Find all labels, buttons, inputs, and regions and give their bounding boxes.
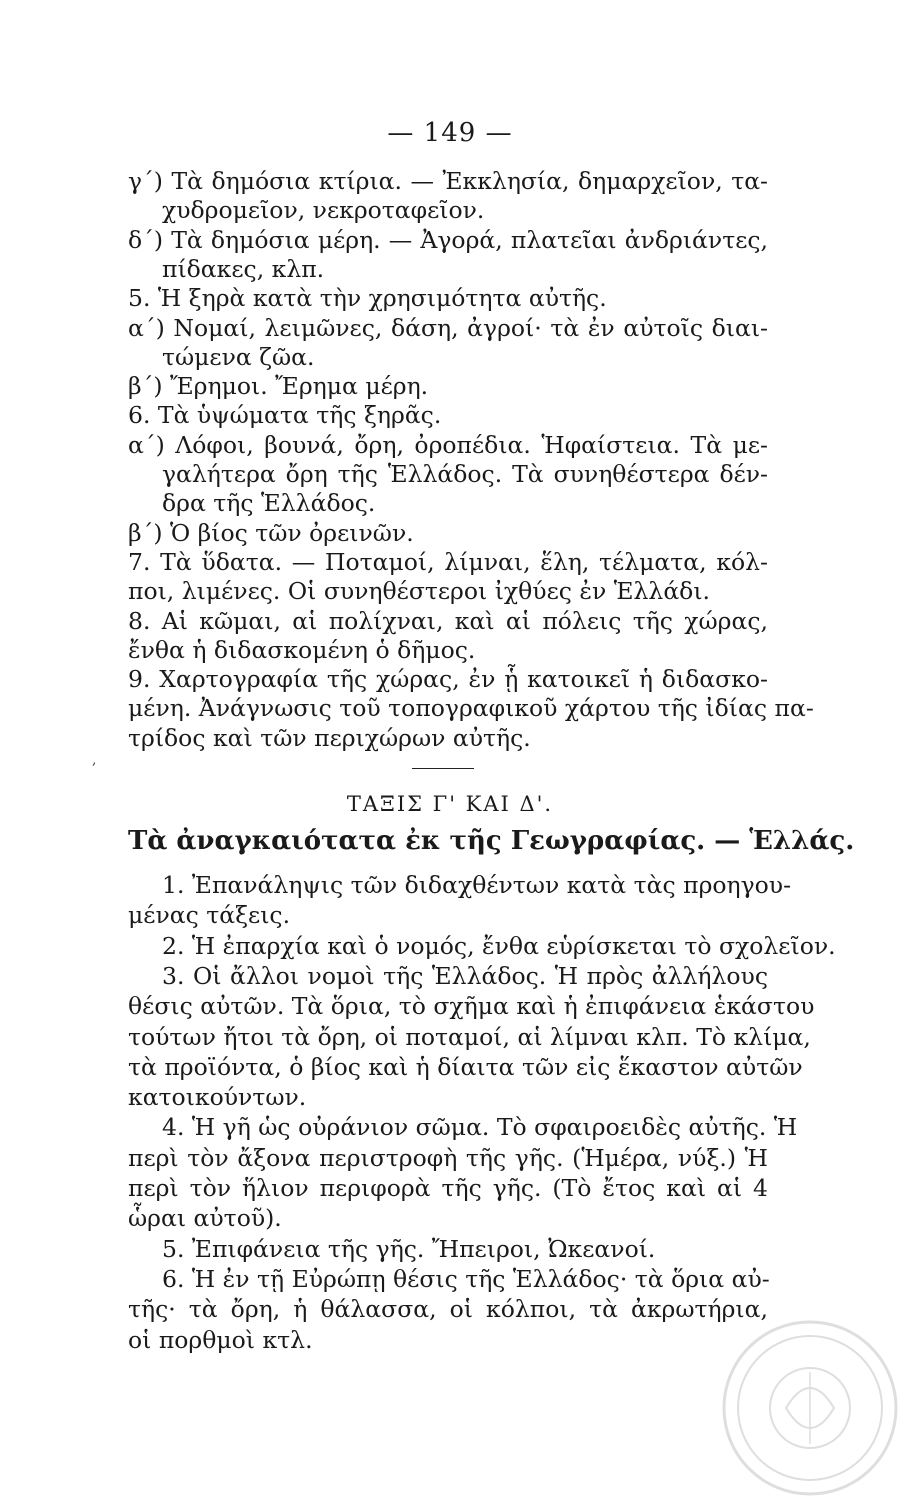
text-line: 3. Οἱ ἄλλοι νομοὶ τῆς Ἑλλάδος. Ἡ πρὸς ἀλλήλους bbox=[162, 961, 768, 990]
text-line: 6. Ἡ ἐν τῇ Εὐρώπῃ θέσις τῆς Ἑλλάδος· τὰ ὅρια αὐ- bbox=[162, 1264, 770, 1293]
text-line: 4. Ἡ γῆ ὡς οὐράνιον σῶμα. Τὸ σφαιροειδὲς αὐτῆς. Ἡ bbox=[162, 1113, 798, 1142]
text-line: γαλήτερα ὄρη τῆς Ἑλλάδος. Τὰ συνηθέστερα δέν- bbox=[162, 460, 768, 488]
text-line: 7. Τὰ ὕδατα. — Ποταμοί, λίμναι, ἕλη, τέλματα, κόλ- bbox=[128, 547, 768, 576]
section-heading: Τὰ ἀναγκαιότατα ἐκ τῆς Γεωγραφίας. — Ἑλλάς. bbox=[128, 826, 855, 856]
text-line: οἱ πορθμοὶ κτλ. bbox=[128, 1325, 313, 1354]
text-line: περὶ τὸν ἥλιον περιφορὰ τῆς γῆς. (Τὸ ἔτος καὶ αἱ 4 bbox=[128, 1174, 768, 1202]
text-line: 5. Ἡ ξηρὰ κατὰ τὴν χρησιμότητα αὐτῆς. bbox=[128, 284, 607, 313]
text-line: ποι, λιμένες. Οἱ συνηθέστεροι ἰχθύες ἐν Ἑλλάδι. bbox=[128, 577, 711, 606]
text-line: τούτων ἤτοι τὰ ὄρη, οἱ ποταμοί, αἱ λίμναι κλπ. Τὸ κλίμα, bbox=[128, 1022, 811, 1051]
text-line: γ΄) Τὰ δημόσια κτίρια. — Ἐκκλησία, δημαρχεῖον, τα- bbox=[128, 167, 768, 195]
text-line: κατοικούντων. bbox=[128, 1083, 307, 1112]
text-line: β΄) Ὁ βίος τῶν ὀρεινῶν. bbox=[128, 518, 414, 547]
text-line: 5. Ἐπιφάνεια τῆς γῆς. Ἤπειροι, Ὠκεανοί. bbox=[162, 1234, 656, 1263]
text-line: περὶ τὸν ἄξονα περιστροφὴ τῆς γῆς. (Ἡμέρα, νύξ.) Ἡ bbox=[128, 1143, 768, 1172]
margin-mark: , bbox=[92, 752, 97, 768]
page-number: — 149 — bbox=[387, 118, 513, 148]
text-line: ὧραι αὐτοῦ). bbox=[128, 1204, 282, 1233]
text-line: ἔνθα ἡ διδασκομένη ὁ δῆμος. bbox=[128, 635, 476, 664]
text-line: τῆς· τὰ ὄρη, ἡ θάλασσα, οἱ κόλποι, τὰ ἀκρωτήρια, bbox=[128, 1295, 768, 1324]
text-line: μένας τάξεις. bbox=[128, 901, 291, 930]
text-line: θέσις αὐτῶν. Τὰ ὅρια, τὸ σχῆμα καὶ ἡ ἐπιφάνεια ἑκάστου bbox=[128, 992, 815, 1021]
text-line: τρίδος καὶ τῶν περιχώρων αὐτῆς. bbox=[128, 723, 531, 752]
library-stamp-icon bbox=[700, 1308, 900, 1498]
text-line: δρα τῆς Ἑλλάδος. bbox=[162, 489, 376, 518]
text-line: 9. Χαρτογραφία τῆς χώρας, ἐν ᾗ κατοικεῖ ἡ διδασκο- bbox=[128, 665, 768, 694]
text-line: 6. Τὰ ὑψώματα τῆς ξηρᾶς. bbox=[128, 401, 442, 430]
text-line: πίδακες, κλπ. bbox=[162, 254, 325, 283]
text-line: α΄) Λόφοι, βουνά, ὄρη, ὀροπέδια. Ἡφαίστεια. Τὰ με- bbox=[128, 430, 768, 459]
text-line: β΄) Ἔρημοι. Ἔρημα μέρη. bbox=[128, 372, 429, 401]
text-line: α΄) Νομαί, λειμῶνες, δάση, ἀγροί· τὰ ἐν αὐτοῖς διαι- bbox=[128, 313, 768, 342]
text-line: τώμενα ζῶα. bbox=[162, 342, 315, 371]
text-line: δ΄) Τὰ δημόσια μέρη. — Ἀγορά, πλατεῖαι ἀνδριάντες, bbox=[128, 225, 768, 254]
text-line: 8. Αἱ κῶμαι, αἱ πολίχναι, καὶ αἱ πόλεις τῆς χώρας, bbox=[128, 606, 768, 635]
section-title: ΤΑΞΙΣ Γ' ΚΑΙ Δ'. bbox=[346, 792, 554, 816]
text-line: τὰ προϊόντα, ὁ βίος καὶ ἡ δίαιτα τῶν εἰς ἕκαστον αὐτῶν bbox=[128, 1052, 803, 1081]
section-divider bbox=[412, 768, 474, 769]
text-line: χυδρομεῖον, νεκροταφεῖον. bbox=[162, 196, 485, 225]
text-line: 1. Ἐπανάληψις τῶν διδαχθέντων κατὰ τὰς προηγου- bbox=[162, 871, 792, 899]
text-line: μένη. Ἀνάγνωσις τοῦ τοπογραφικοῦ χάρτου τῆς ἰδίας πα- bbox=[128, 694, 814, 723]
text-line: 2. Ἡ ἐπαρχία καὶ ὁ νομός, ἔνθα εὑρίσκεται τὸ σχολεῖον. bbox=[162, 931, 836, 960]
